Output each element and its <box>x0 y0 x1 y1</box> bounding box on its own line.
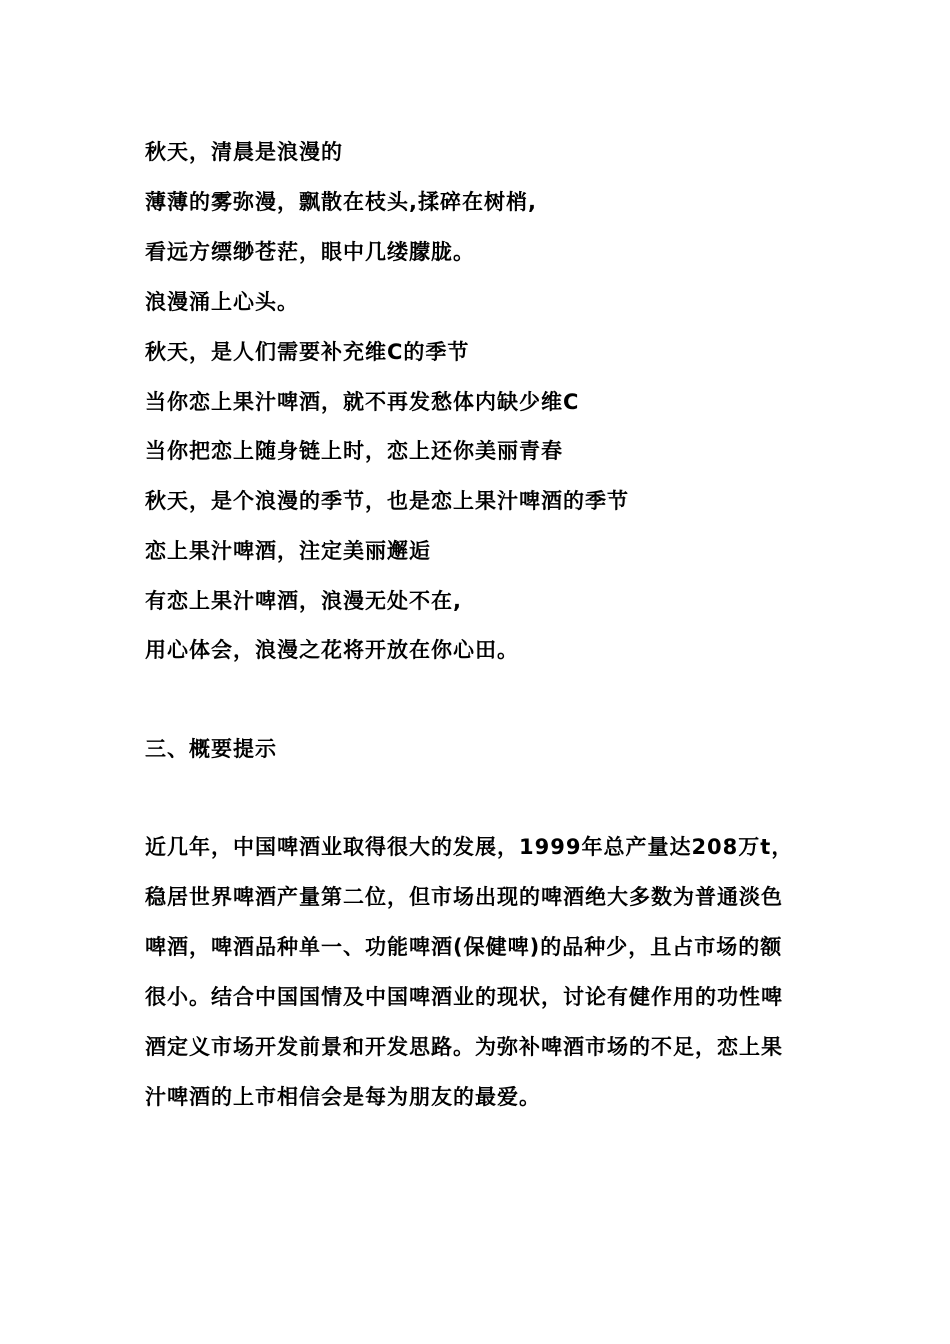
poem-line: 薄薄的雾弥漫，飘散在枝头,揉碎在树梢, <box>145 190 537 214</box>
summary-line: 很小。结合中国国情及中国啤酒业的现状，讨论有健作用的功性啤 <box>145 985 783 1009</box>
poem-line: 恋上果汁啤酒，注定美丽邂逅 <box>145 539 431 563</box>
summary-line: 酒定义市场开发前景和开发思路。为弥补啤酒市场的不足，恋上果 <box>145 1035 783 1059</box>
poem-line: 当你恋上果汁啤酒，就不再发愁体内缺少维C <box>145 390 580 414</box>
summary-line: 汁啤酒的上市相信会是每为朋友的最爱。 <box>145 1085 541 1109</box>
poem-line: 秋天，是人们需要补充维C的季节 <box>145 340 470 364</box>
section-heading: 三、概要提示 <box>145 737 277 761</box>
summary-line: 近几年，中国啤酒业取得很大的发展，1999年总产量达208万t， <box>145 835 794 859</box>
poem-line: 秋天，是个浪漫的季节，也是恋上果汁啤酒的季节 <box>145 489 629 513</box>
poem-line: 有恋上果汁啤酒，浪漫无处不在, <box>145 589 462 613</box>
poem-line: 用心体会，浪漫之花将开放在你心田。 <box>145 638 519 662</box>
summary-line: 啤酒，啤酒品种单一、功能啤酒(保健啤)的品种少，且占市场的额 <box>145 935 783 959</box>
summary-paragraph <box>145 822 810 1122</box>
poem-line: 秋天，清晨是浪漫的 <box>145 140 343 164</box>
poem-line: 看远方缥缈苍茫，眼中几缕朦胧。 <box>145 240 475 264</box>
poem-line: 浪漫涌上心头。 <box>145 290 299 314</box>
poem-line: 当你把恋上随身链上时，恋上还你美丽青春 <box>145 439 563 463</box>
summary-line: 稳居世界啤酒产量第二位，但市场出现的啤酒绝大多数为普通淡色 <box>145 885 783 909</box>
